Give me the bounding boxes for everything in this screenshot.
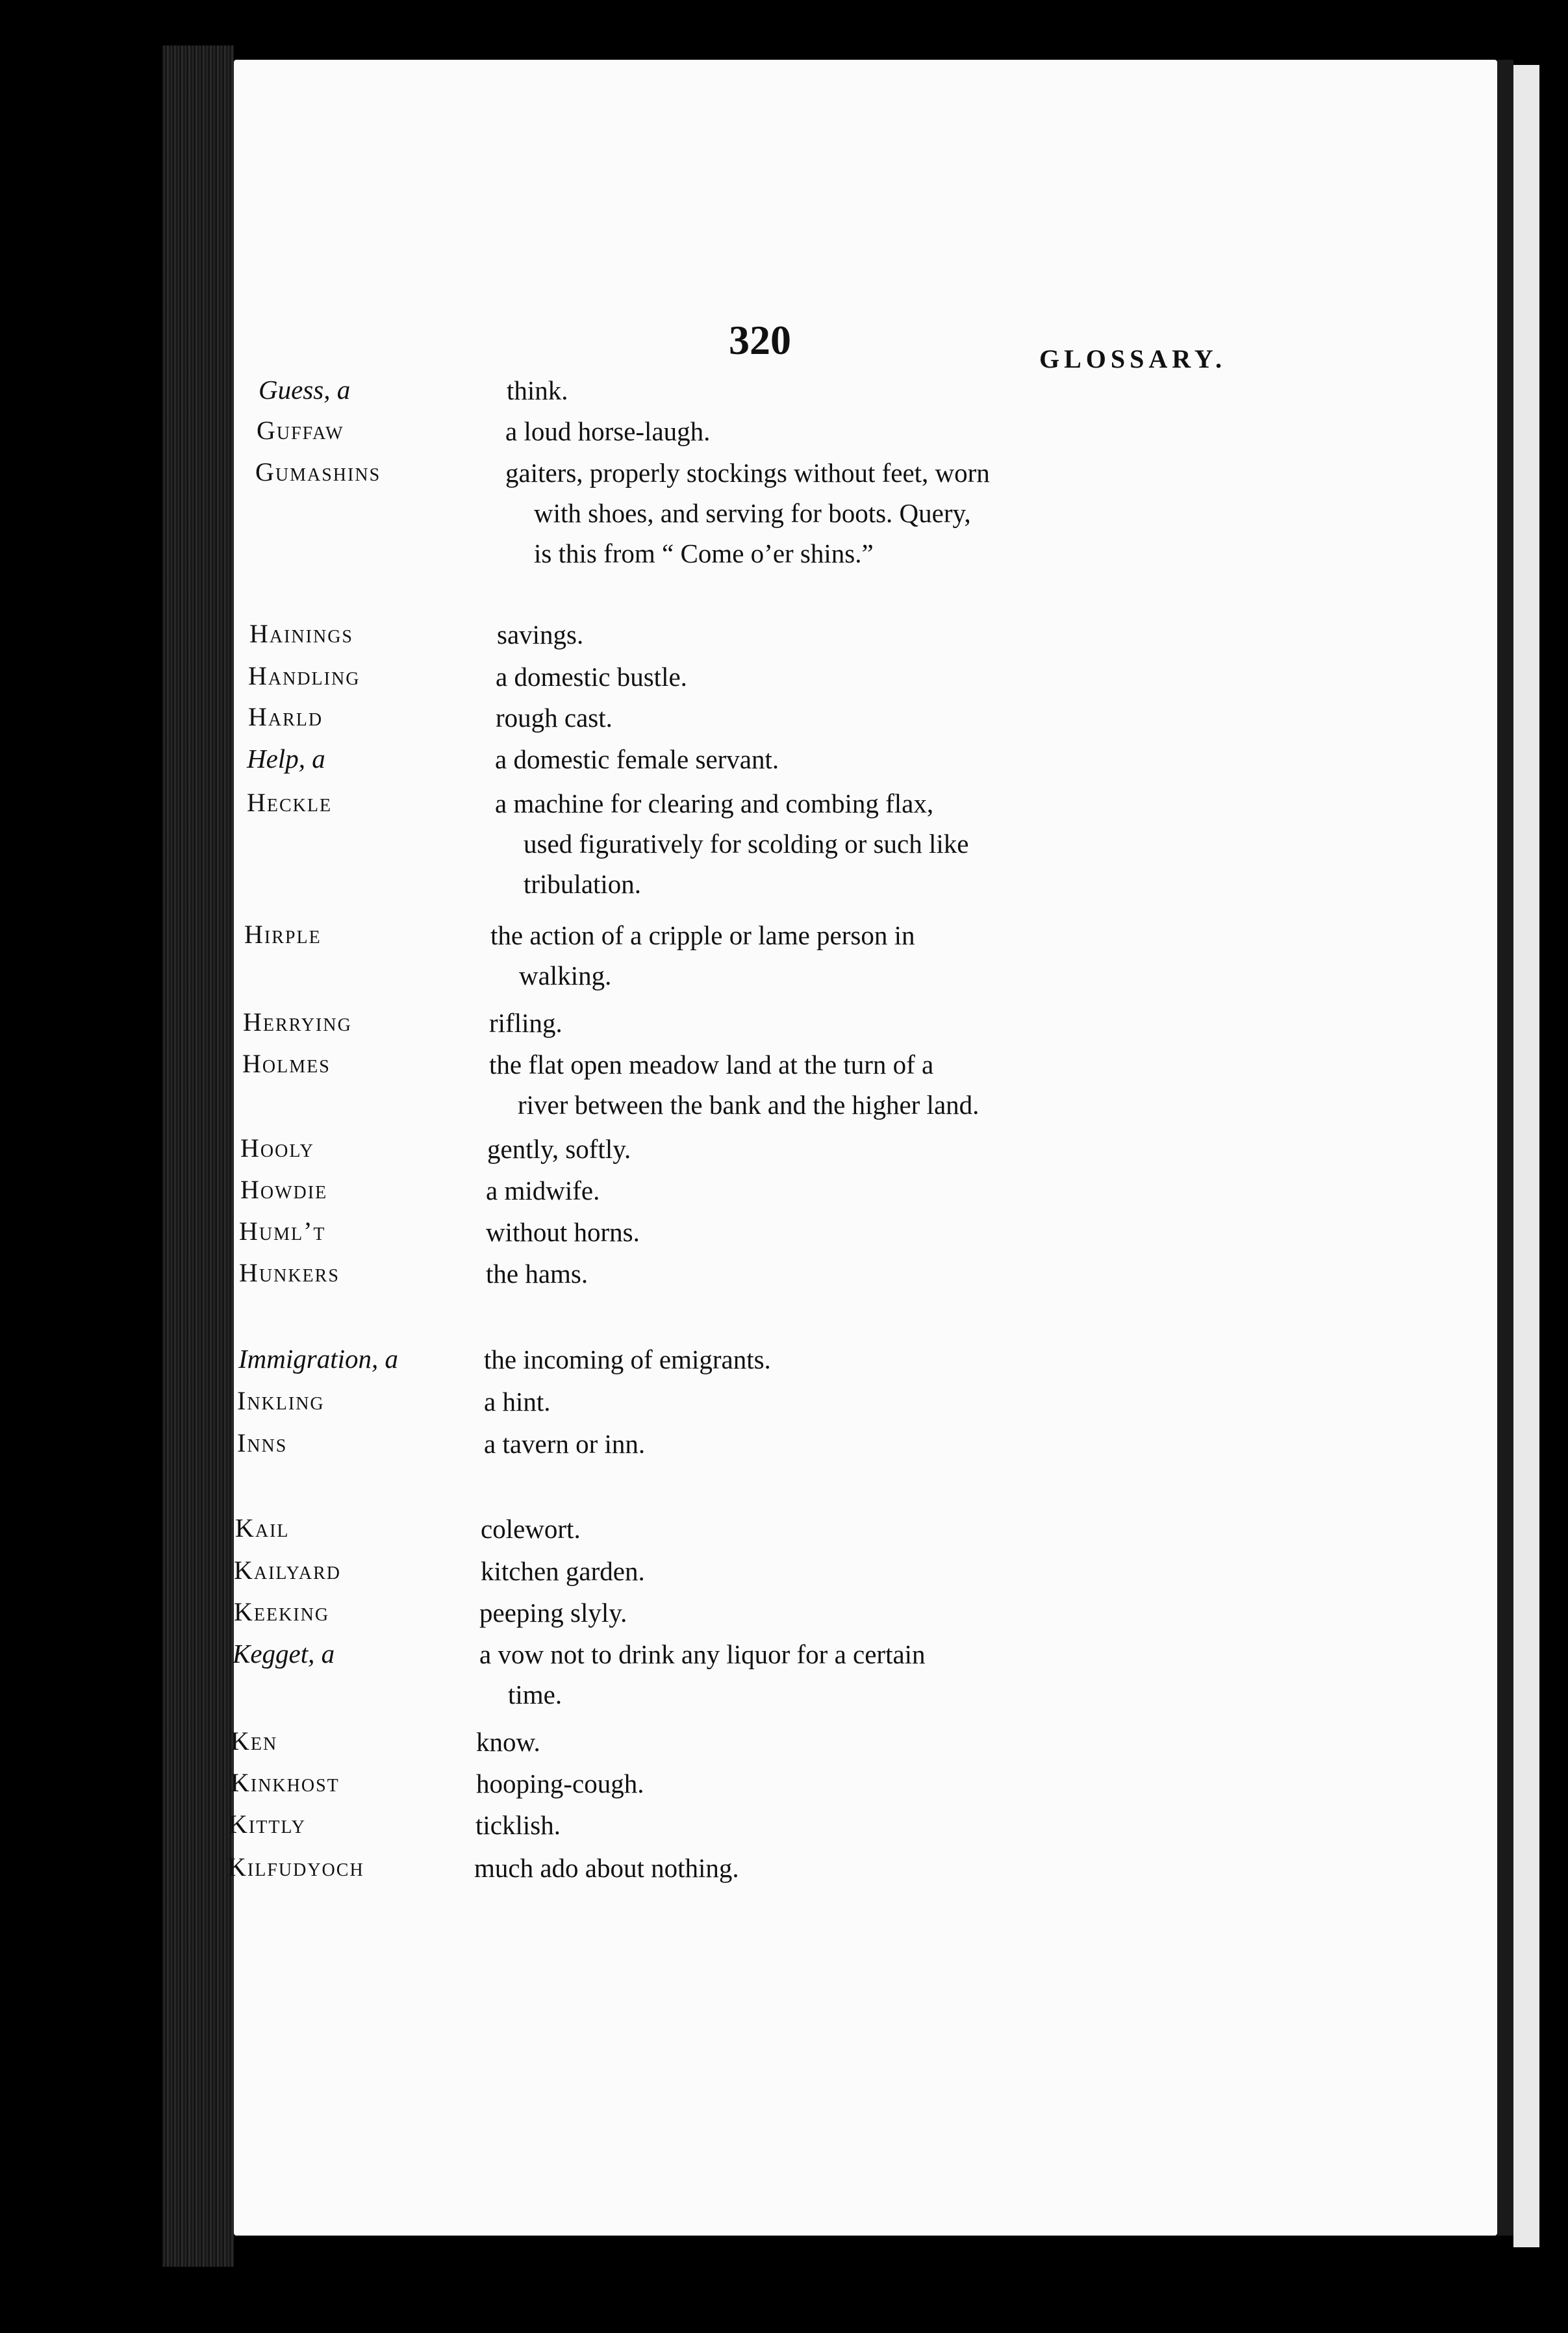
glossary-definition bbox=[479, 1593, 627, 1633]
definition-line: rifling. bbox=[489, 1008, 563, 1038]
definition-line: a tavern or inn. bbox=[484, 1429, 646, 1459]
glossary-term: Harld bbox=[248, 702, 323, 731]
definition-line: river between the bank and the higher land. bbox=[518, 1090, 980, 1120]
definition-line: used figuratively for scolding or such like bbox=[524, 829, 969, 859]
definition-line: rough cast. bbox=[496, 703, 613, 733]
glossary-definition bbox=[507, 370, 568, 410]
glossary-term: Keeking bbox=[234, 1597, 330, 1626]
page-number: 320 bbox=[729, 317, 791, 363]
definition-line: the hams. bbox=[486, 1259, 588, 1289]
glossary-term: Kittly bbox=[229, 1810, 306, 1839]
definition-line: tribulation. bbox=[524, 869, 642, 899]
definition-line: colewort. bbox=[481, 1514, 581, 1544]
book-spine bbox=[162, 45, 234, 2267]
definition-line: peeping slyly. bbox=[479, 1598, 627, 1628]
definition-line: a vow not to drink any liquor for a certain bbox=[479, 1639, 926, 1669]
definition-line: is this from “ Come o’er shins.” bbox=[534, 538, 874, 568]
definition-line: much ado about nothing. bbox=[474, 1853, 739, 1883]
glossary-definition bbox=[487, 1129, 631, 1169]
definition-line: the flat open meadow land at the turn of a bbox=[489, 1050, 934, 1079]
glossary-entries bbox=[227, 60, 1497, 2236]
definition-line: the action of a cripple or lame person in bbox=[490, 920, 915, 950]
glossary-term: Ken bbox=[231, 1726, 278, 1756]
definition-line: without horns. bbox=[486, 1217, 640, 1247]
glossary-definition bbox=[486, 1212, 640, 1252]
definition-line: the incoming of emigrants. bbox=[484, 1344, 771, 1374]
glossary-definition bbox=[505, 411, 710, 451]
definition-line: a domestic female servant. bbox=[495, 744, 779, 774]
glossary-definition bbox=[474, 1848, 739, 1888]
definition-line: know. bbox=[476, 1727, 540, 1757]
page-gutter-shadow bbox=[1497, 60, 1513, 2236]
glossary-definition bbox=[481, 1551, 645, 1591]
glossary-term: Kegget, a bbox=[233, 1639, 335, 1669]
glossary-definition bbox=[490, 915, 915, 996]
glossary-term: Huml’t bbox=[239, 1217, 326, 1246]
glossary-definition bbox=[489, 1003, 563, 1043]
glossary-definition bbox=[476, 1722, 540, 1762]
glossary-definition bbox=[489, 1044, 979, 1125]
glossary-definition bbox=[481, 1509, 581, 1549]
definition-line: walking. bbox=[519, 961, 612, 990]
glossary-definition bbox=[476, 1763, 644, 1804]
glossary-term: Hunkers bbox=[239, 1258, 340, 1287]
glossary-term: Howdie bbox=[240, 1175, 328, 1204]
glossary-definition bbox=[496, 698, 613, 738]
glossary-term: Guess, a bbox=[259, 375, 351, 405]
glossary-term: Holmes bbox=[242, 1049, 331, 1078]
glossary-definition bbox=[495, 783, 968, 904]
definition-line: think. bbox=[507, 375, 568, 405]
glossary-term: Heckle bbox=[247, 788, 333, 817]
glossary-term: Immigration, a bbox=[238, 1344, 398, 1374]
glossary-definition bbox=[475, 1805, 561, 1845]
glossary-term: Herrying bbox=[243, 1007, 352, 1037]
next-page-edge bbox=[1513, 65, 1539, 2247]
definition-line: ticklish. bbox=[475, 1810, 561, 1840]
definition-line: kitchen garden. bbox=[481, 1556, 645, 1586]
glossary-definition bbox=[496, 657, 687, 697]
definition-line: a loud horse-laugh. bbox=[505, 416, 711, 446]
definition-line: hooping-cough. bbox=[476, 1769, 644, 1798]
definition-line: gaiters, properly stockings without feet, worn bbox=[505, 458, 990, 488]
glossary-term: Hooly bbox=[240, 1133, 314, 1163]
glossary-definition bbox=[497, 614, 583, 655]
glossary-definition bbox=[484, 1424, 645, 1464]
definition-line: a machine for clearing and combing flax, bbox=[495, 788, 934, 818]
glossary-definition bbox=[484, 1381, 550, 1422]
definition-line: with shoes, and serving for boots. Query, bbox=[534, 498, 971, 528]
glossary-term: Kinkhost bbox=[231, 1768, 340, 1797]
glossary-term: Kail bbox=[235, 1513, 290, 1543]
book-page bbox=[227, 60, 1497, 2236]
glossary-definition bbox=[484, 1339, 771, 1380]
glossary-term: Gumashins bbox=[255, 457, 381, 486]
glossary-definition bbox=[495, 739, 779, 779]
definition-line: savings. bbox=[497, 620, 584, 649]
definition-line: gently, softly. bbox=[487, 1134, 631, 1164]
definition-line: a midwife. bbox=[486, 1176, 600, 1205]
definition-line: a hint. bbox=[484, 1387, 551, 1417]
glossary-definition bbox=[486, 1170, 600, 1211]
definition-line: a domestic bustle. bbox=[496, 662, 687, 692]
glossary-term: Inkling bbox=[237, 1386, 325, 1415]
glossary-term: Kailyard bbox=[234, 1556, 341, 1585]
glossary-definition bbox=[479, 1634, 926, 1715]
glossary-term: Handling bbox=[248, 661, 360, 690]
glossary-term: Hirple bbox=[244, 920, 322, 949]
glossary-term: Hainings bbox=[249, 619, 353, 648]
glossary-definition bbox=[486, 1254, 588, 1294]
glossary-term: Kilfudyoch bbox=[227, 1852, 364, 1882]
glossary-term: Inns bbox=[237, 1428, 288, 1457]
glossary-term: Help, a bbox=[247, 744, 325, 774]
glossary-term: Guffaw bbox=[257, 416, 344, 445]
definition-line: time. bbox=[508, 1680, 563, 1709]
running-title: GLOSSARY. bbox=[1039, 344, 1226, 373]
glossary-definition bbox=[505, 453, 990, 574]
